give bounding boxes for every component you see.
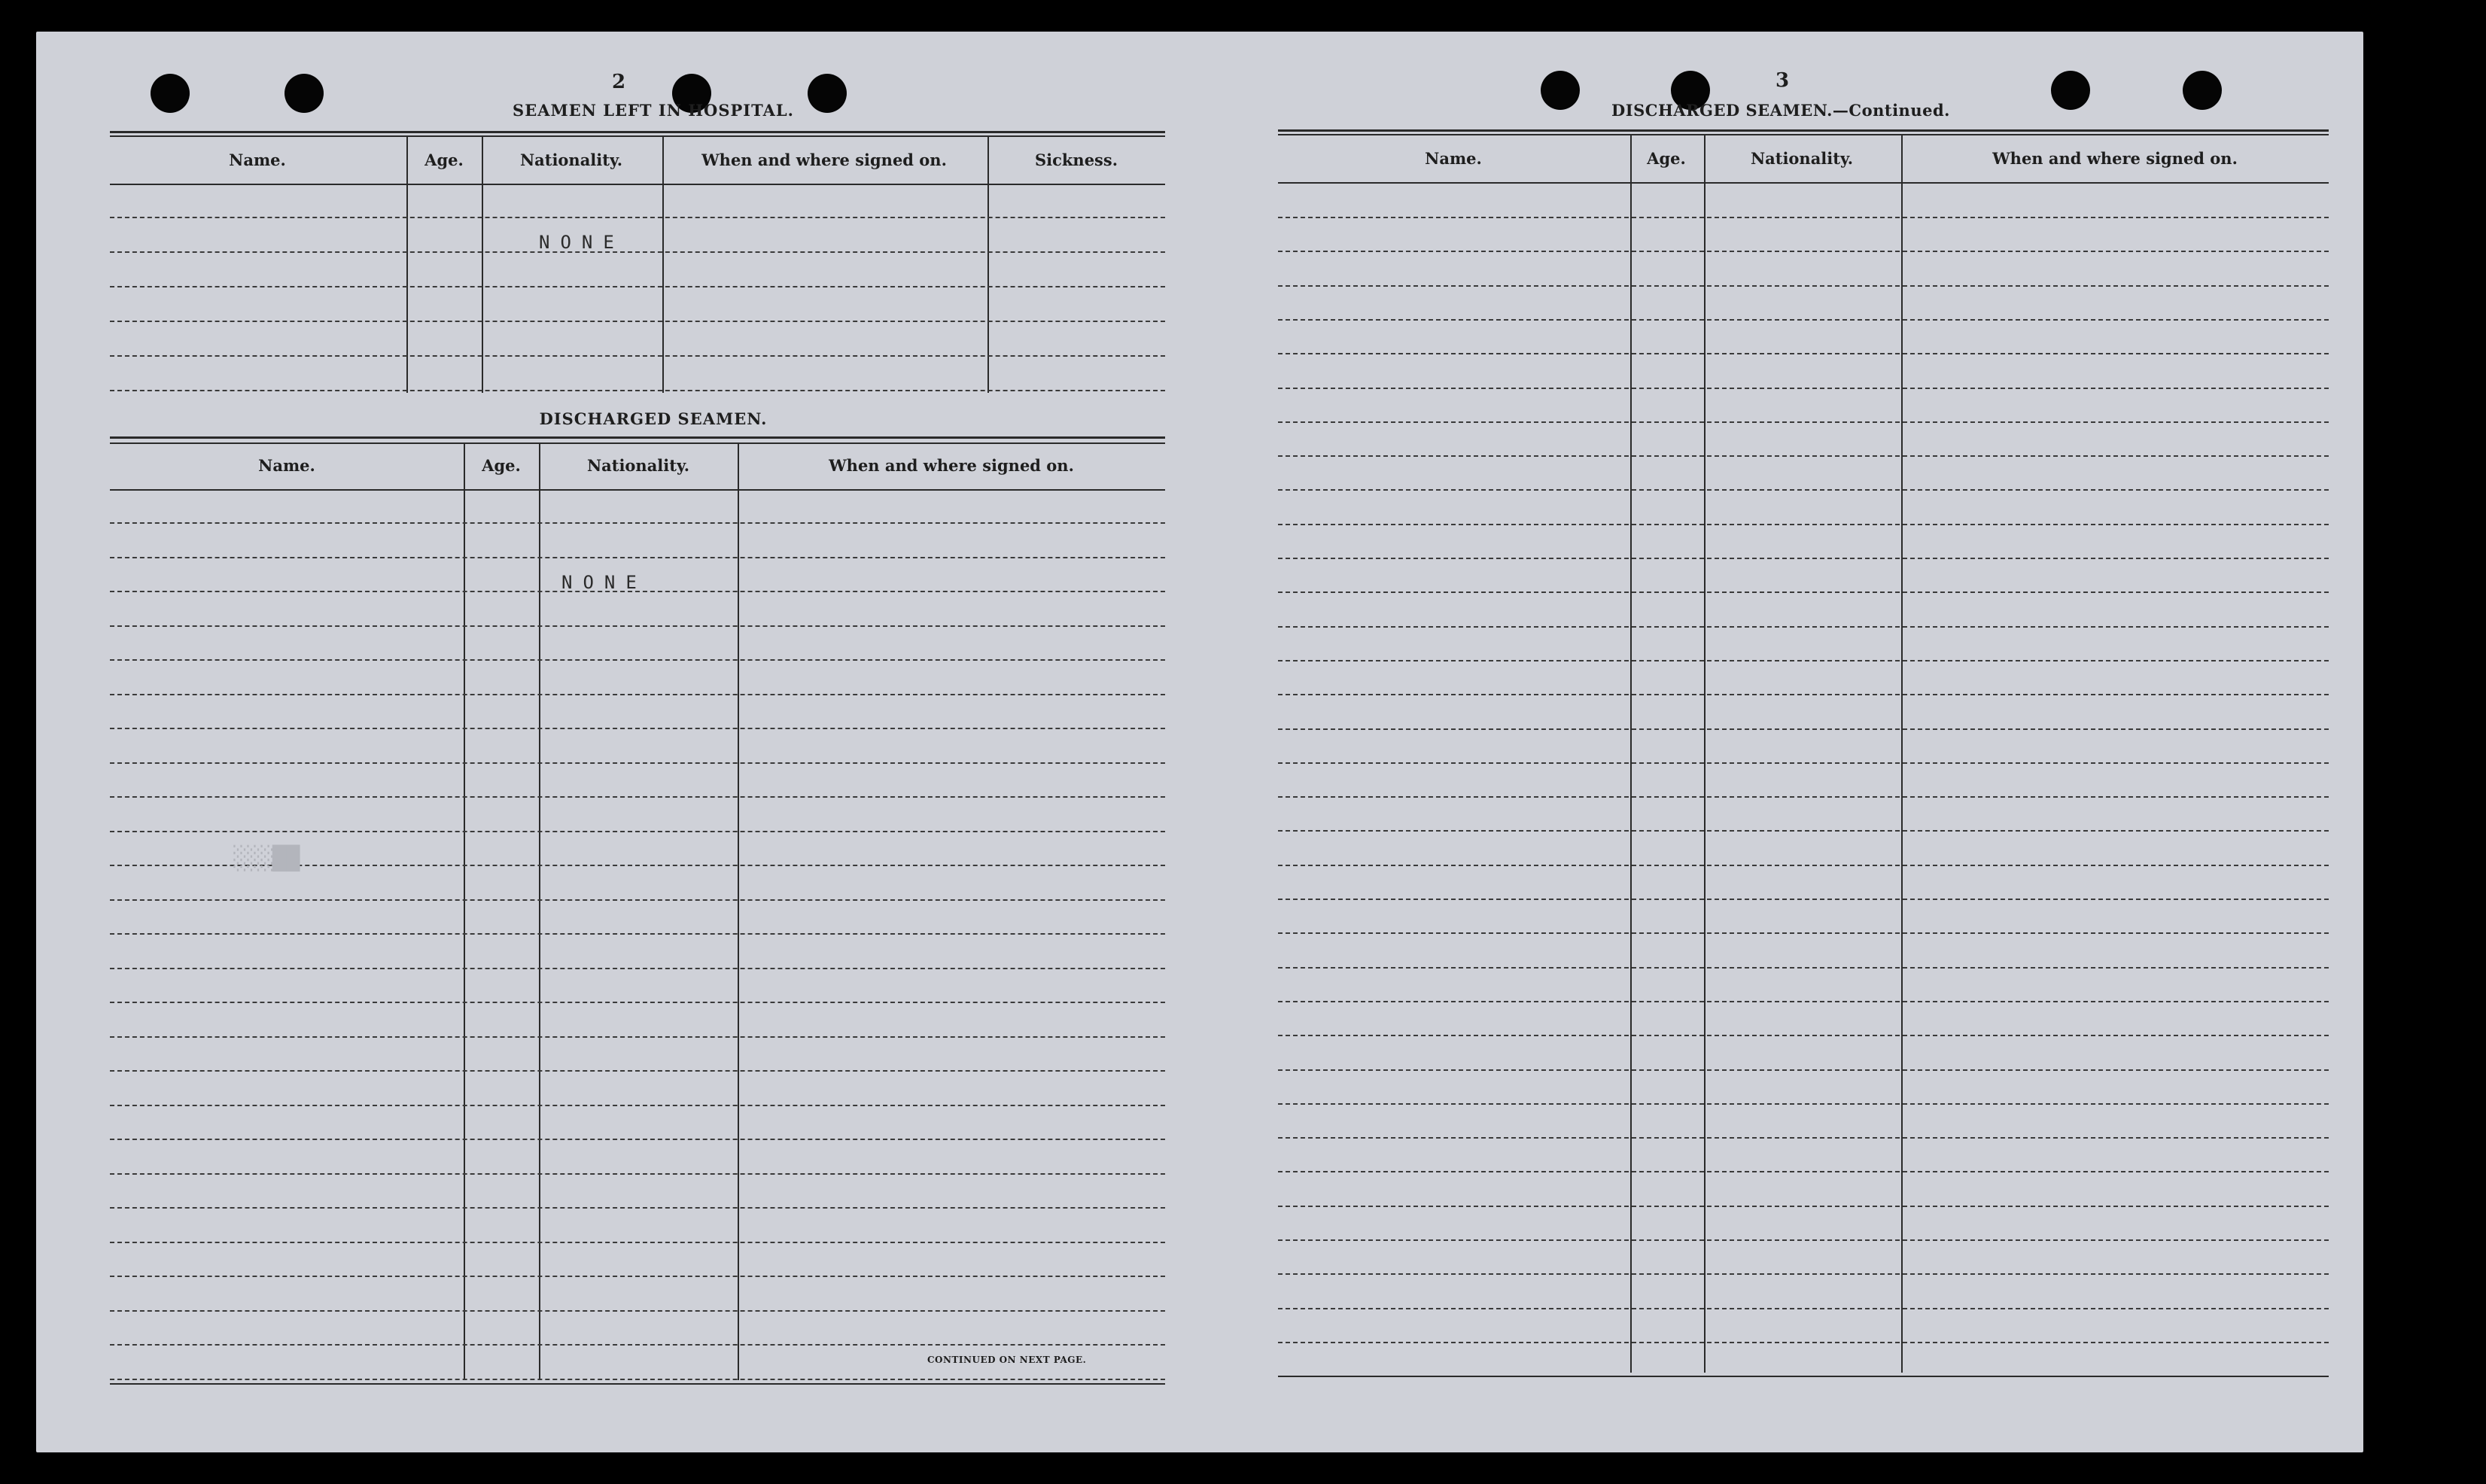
entry-line (1278, 591, 2329, 593)
entry-line (110, 796, 1165, 798)
faint-stamp-impression: ██░░░ (232, 844, 300, 871)
discharged-typed-none: NONE (561, 572, 647, 593)
punch-hole (2051, 71, 2090, 110)
entry-line (1278, 932, 2329, 934)
discharged-col-name: Name. (258, 456, 315, 475)
entry-line (110, 390, 1165, 391)
entry-line (110, 728, 1165, 729)
entry-line (110, 251, 1165, 253)
right-col-age: Age. (1647, 149, 1686, 168)
rule (110, 1383, 1165, 1385)
column-divider (464, 444, 465, 1380)
punch-hole (151, 74, 190, 113)
column-divider (539, 444, 540, 1380)
entry-line (1278, 524, 2329, 525)
right-col-name: Name. (1425, 149, 1482, 168)
hospital-col-name: Name. (229, 151, 286, 169)
hospital-col-nationality: Nationality. (519, 151, 623, 169)
entry-line (1278, 1069, 2329, 1071)
column-divider (1901, 135, 1903, 1373)
discharged-col-signed-on: When and where signed on. (829, 456, 1074, 475)
right-col-signed-on: When and where signed on. (1992, 149, 2238, 168)
rule (1278, 129, 2329, 132)
entry-line (1278, 1342, 2329, 1343)
rule (1278, 1376, 2329, 1377)
entry-line (110, 1070, 1165, 1072)
entry-line (1278, 1273, 2329, 1275)
rule (110, 131, 1165, 133)
hospital-section-title: SEAMEN LEFT IN HOSPITAL. (513, 101, 794, 120)
entry-line (110, 831, 1165, 832)
entry-line (1278, 1137, 2329, 1139)
hospital-col-sickness: Sickness. (1034, 151, 1118, 169)
entry-line (1278, 728, 2329, 730)
rule (110, 436, 1165, 439)
hospital-typed-none: NONE (539, 232, 625, 253)
entry-line (110, 1139, 1165, 1140)
entry-line (110, 1173, 1165, 1175)
entry-line (110, 1344, 1165, 1346)
page-number-left: 2 (611, 71, 626, 93)
rule (110, 489, 1165, 491)
right-col-nationality: Nationality. (1750, 149, 1854, 168)
entry-line (1278, 830, 2329, 832)
hospital-col-age: Age. (424, 151, 464, 169)
manifest-sheet (36, 32, 2363, 1452)
entry-line (110, 625, 1165, 627)
column-divider (987, 137, 989, 393)
column-divider (1630, 135, 1632, 1373)
entry-line (110, 1276, 1165, 1277)
entry-line (1278, 967, 2329, 969)
entry-line (1278, 353, 2329, 354)
entry-line (110, 1310, 1165, 1312)
column-divider (738, 444, 739, 1380)
entry-line (110, 762, 1165, 764)
entry-line (110, 1207, 1165, 1209)
entry-line (1278, 626, 2329, 628)
entry-line (1278, 388, 2329, 389)
column-divider (406, 137, 408, 393)
entry-line (110, 1379, 1165, 1380)
punch-hole (285, 74, 324, 113)
entry-line (110, 1242, 1165, 1243)
entry-line (1278, 489, 2329, 491)
entry-line (110, 557, 1165, 558)
punch-hole (2183, 71, 2222, 110)
page-number-right: 3 (1775, 69, 1790, 92)
entry-line (1278, 455, 2329, 457)
entry-line (110, 694, 1165, 695)
entry-line (110, 659, 1165, 661)
rule (110, 135, 1165, 137)
entry-line (1278, 660, 2329, 661)
hospital-col-signed-on: When and where signed on. (701, 151, 947, 169)
column-divider (1704, 135, 1706, 1373)
entry-line (1278, 319, 2329, 321)
entry-line (110, 217, 1165, 218)
entry-line (1278, 251, 2329, 252)
entry-line (110, 355, 1165, 357)
entry-line (1278, 899, 2329, 900)
discharged-col-nationality: Nationality. (586, 456, 690, 475)
entry-line (110, 968, 1165, 969)
entry-line (110, 1002, 1165, 1003)
right-section-title: DISCHARGED SEAMEN.—Continued. (1611, 101, 1950, 120)
entry-line (1278, 1103, 2329, 1105)
entry-line (1278, 1001, 2329, 1002)
entry-line (1278, 285, 2329, 287)
entry-line (110, 899, 1165, 901)
column-divider (662, 137, 664, 393)
rule (110, 442, 1165, 444)
discharged-col-age: Age. (482, 456, 521, 475)
entry-line (1278, 762, 2329, 764)
entry-line (110, 1036, 1165, 1038)
entry-line (1278, 1171, 2329, 1172)
rule (1278, 134, 2329, 135)
entry-line (1278, 217, 2329, 218)
discharged-section-title: DISCHARGED SEAMEN. (539, 409, 768, 428)
entry-line (1278, 865, 2329, 866)
entry-line (1278, 1035, 2329, 1036)
entry-line (110, 933, 1165, 935)
rule (110, 184, 1165, 185)
entry-line (110, 522, 1165, 524)
entry-line (1278, 1239, 2329, 1241)
entry-line (110, 321, 1165, 322)
entry-line (1278, 421, 2329, 423)
continued-note: CONTINUED ON NEXT PAGE. (927, 1355, 1087, 1365)
column-divider (482, 137, 483, 393)
entry-line (1278, 1308, 2329, 1309)
entry-line (1278, 1206, 2329, 1207)
entry-line (1278, 796, 2329, 798)
entry-line (110, 286, 1165, 287)
rule (1278, 182, 2329, 184)
entry-line (1278, 558, 2329, 559)
entry-line (1278, 694, 2329, 695)
entry-line (110, 1105, 1165, 1106)
